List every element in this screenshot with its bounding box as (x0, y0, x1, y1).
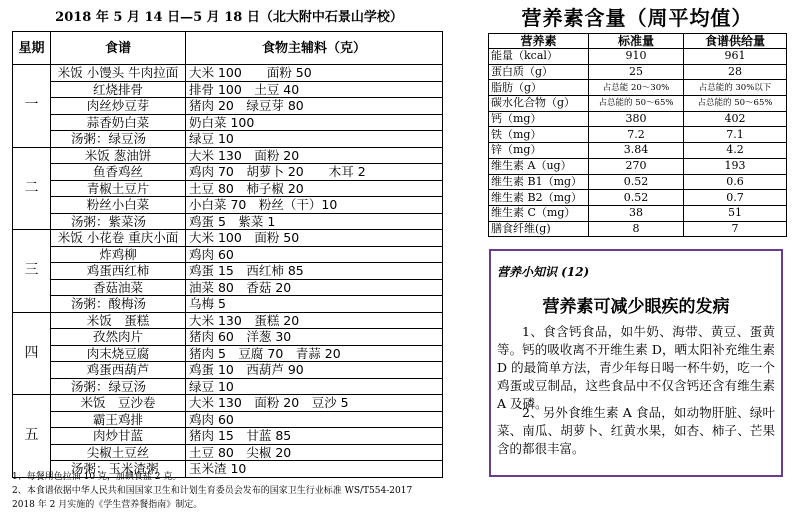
supply-value: 193 (684, 158, 787, 174)
nutrient-name: 锌（mg） (489, 143, 589, 159)
header-dish: 食谱 (51, 32, 186, 65)
ingredient-cell: 大米 130 蛋糕 20 (186, 312, 443, 329)
day-cell: 四 (13, 312, 51, 395)
dish-cell: 炸鸡柳 (51, 246, 186, 263)
menu-row (13, 197, 443, 214)
menu-row (13, 279, 443, 296)
ingredient-cell: 猪肉 15 甘蓝 85 (186, 428, 443, 445)
nutrition-row (489, 205, 787, 221)
supply-value: 961 (684, 49, 787, 65)
day-cell: 一 (13, 65, 51, 148)
ingredient-cell: 绿豆 10 (186, 131, 443, 148)
supply-value: 占总能的 30%以下 (684, 80, 787, 96)
tip-paragraph: 1、食含钙食品，如牛奶、海带、黄豆、蛋黄等。钙的吸收离不开维生素 D，晒太阳补充维生素 D 的最简单方法，青少年每日喝一杯牛奶，吃一个鸡蛋或豆制品，这些食品中不仅含钙还含有维生素 A 及磷。 (497, 324, 775, 411)
standard-value: 910 (589, 49, 684, 65)
ingredient-cell: 大米 100 面粉 50 (186, 65, 443, 82)
ingredient-cell: 玉米渣 10 (186, 461, 443, 478)
standard-value: 25 (589, 64, 684, 80)
nutrition-row (489, 49, 787, 65)
nutrition-row (489, 158, 787, 174)
nutrient-name: 维生素 B1（mg） (489, 174, 589, 190)
ingredient-cell: 猪肉 60 洋葱 30 (186, 329, 443, 346)
menu-row (13, 131, 443, 148)
nutrient-name: 脂肪（g） (489, 80, 589, 96)
dish-cell: 汤粥：绿豆汤 (51, 131, 186, 148)
standard-value: 占总能 20～30% (589, 80, 684, 96)
supply-value: 7 (684, 221, 787, 237)
menu-row (13, 246, 443, 263)
menu-row (13, 296, 443, 313)
dish-cell: 香菇油菜 (51, 279, 186, 296)
nutrition-row (489, 96, 787, 112)
dish-cell: 汤粥：绿豆汤 (51, 378, 186, 395)
day-cell: 五 (13, 395, 51, 478)
dish-cell: 肉丝炒豆芽 (51, 98, 186, 115)
supply-value: 402 (684, 111, 787, 127)
ingredient-cell: 鸡肉 70 胡萝卜 20 木耳 2 (186, 164, 443, 181)
dish-cell: 霸王鸡排 (51, 411, 186, 428)
menu-row (13, 147, 443, 164)
menu-title: 2018 年 5 月 14 日—5 月 18 日（北大附中石景山学校） (55, 10, 403, 25)
ingredient-cell: 猪肉 5 豆腐 70 青蒜 20 (186, 345, 443, 362)
ingredient-cell: 油菜 80 香菇 20 (186, 279, 443, 296)
menu-row (13, 180, 443, 197)
standard-value: 7.2 (589, 127, 684, 143)
dish-cell: 红烧排骨 (51, 81, 186, 98)
nutrition-row (489, 111, 787, 127)
menu-row (13, 411, 443, 428)
standard-value: 占总能的 50～65% (589, 96, 684, 112)
nutrition-title: 营养素含量（周平均值） (521, 6, 753, 30)
menu-row (13, 362, 443, 379)
dish-cell: 青椒土豆片 (51, 180, 186, 197)
day-cell: 二 (13, 147, 51, 230)
header-supply: 食谱供给量 (684, 34, 787, 49)
nutrition-row (489, 127, 787, 143)
nutrient-name: 蛋白质（g） (489, 64, 589, 80)
dish-cell: 汤粥：紫菜汤 (51, 213, 186, 230)
standard-value: 3.84 (589, 143, 684, 159)
ingredient-cell: 大米 130 面粉 20 豆沙 5 (186, 395, 443, 412)
menu-row (13, 312, 443, 329)
nutrient-name: 钙（mg） (489, 111, 589, 127)
day-cell: 三 (13, 230, 51, 313)
menu-row (13, 213, 443, 230)
ingredient-cell: 土豆 80 尖椒 20 (186, 444, 443, 461)
standard-value: 0.52 (589, 190, 684, 206)
nutrient-name: 维生素 A（ug） (489, 158, 589, 174)
menu-row (13, 98, 443, 115)
dish-cell: 米饭 蛋糕 (51, 312, 186, 329)
nutrient-name: 能量（kcal） (489, 49, 589, 65)
standard-value: 380 (589, 111, 684, 127)
dish-cell: 肉炒甘蓝 (51, 428, 186, 445)
ingredient-cell: 鸡蛋 10 西葫芦 90 (186, 362, 443, 379)
nutrition-row (489, 64, 787, 80)
ingredient-cell: 土豆 80 柿子椒 20 (186, 180, 443, 197)
dish-cell: 粉丝小白菜 (51, 197, 186, 214)
nutrition-table (488, 33, 787, 237)
dish-cell: 尖椒土豆丝 (51, 444, 186, 461)
menu-row (13, 345, 443, 362)
footnote: 2、本食谱依据中华人民共和国国家卫生和计划生育委员会发布的国家卫生行业标准 WS/T554-2017 (12, 486, 413, 496)
dish-cell: 鱼香鸡丝 (51, 164, 186, 181)
ingredient-cell: 鸡肉 60 (186, 411, 443, 428)
nutrition-header-row (489, 34, 787, 49)
nutrition-row (489, 174, 787, 190)
tip-heading: 营养素可减少眼疾的发病 (542, 297, 730, 317)
tip-label: 营养小知识 (12) (497, 265, 590, 279)
header-ingredients: 食物主辅料（克） (186, 32, 443, 65)
menu-row (13, 65, 443, 82)
ingredient-cell: 猪肉 20 绿豆芽 80 (186, 98, 443, 115)
nutrient-name: 维生素 C（mg） (489, 205, 589, 221)
menu-row (13, 395, 443, 412)
dish-cell: 米饭 豆沙卷 (51, 395, 186, 412)
dish-cell: 米饭 小馒头 牛肉拉面 (51, 65, 186, 82)
ingredient-cell: 大米 100 面粉 50 (186, 230, 443, 247)
standard-value: 0.52 (589, 174, 684, 190)
nutrient-name: 膳食纤维(g) (489, 221, 589, 237)
dish-cell: 鸡蛋西红柿 (51, 263, 186, 280)
footnote: 1、每餐用色拉油 10 克，加碘食盐 2 克。 (12, 472, 182, 482)
menu-header-row (13, 32, 443, 65)
dish-cell: 米饭 葱油饼 (51, 147, 186, 164)
dish-cell: 蒜香奶白菜 (51, 114, 186, 131)
standard-value: 270 (589, 158, 684, 174)
nutrition-body (489, 49, 787, 237)
dish-cell: 鸡蛋西葫芦 (51, 362, 186, 379)
dish-cell: 孜然肉片 (51, 329, 186, 346)
ingredient-cell: 鸡蛋 5 紫菜 1 (186, 213, 443, 230)
header-standard: 标准量 (589, 34, 684, 49)
dish-cell: 米饭 小花卷 重庆小面 (51, 230, 186, 247)
supply-value: 0.7 (684, 190, 787, 206)
menu-body (13, 65, 443, 478)
menu-row (13, 428, 443, 445)
nutrient-name: 铁（mg） (489, 127, 589, 143)
footnote: 2018 年 2 月实施的《学生营养餐指南》制定。 (12, 500, 203, 510)
supply-value: 占总能的 50～65% (684, 96, 787, 112)
dish-cell: 汤粥：玉米渣粥 (51, 461, 186, 478)
footnotes (12, 470, 452, 512)
menu-row (13, 230, 443, 247)
nutrient-name: 碳水化合物（g） (489, 96, 589, 112)
nutrition-row (489, 190, 787, 206)
ingredient-cell: 小白菜 70 粉丝（干）10 (186, 197, 443, 214)
supply-value: 4.2 (684, 143, 787, 159)
header-day: 星期 (13, 32, 51, 65)
supply-value: 7.1 (684, 127, 787, 143)
menu-row (13, 114, 443, 131)
menu-row (13, 444, 443, 461)
dish-cell: 汤粥：酸梅汤 (51, 296, 186, 313)
ingredient-cell: 奶白菜 100 (186, 114, 443, 131)
menu-row (13, 81, 443, 98)
tip-paragraph: 2、另外食维生素 A 食品，如动物肝脏、绿叶菜、南瓜、胡萝卜、红黄水果，如杏、柿子、芒果含的都很丰富。 (497, 405, 775, 456)
ingredient-cell: 大米 130 面粉 20 (186, 147, 443, 164)
menu-table (12, 31, 443, 478)
ingredient-cell: 绿豆 10 (186, 378, 443, 395)
header-nutrient: 营养素 (489, 34, 589, 49)
nutrition-row (489, 80, 787, 96)
ingredient-cell: 乌梅 5 (186, 296, 443, 313)
supply-value: 28 (684, 64, 787, 80)
nutrient-name: 维生素 B2（mg） (489, 190, 589, 206)
menu-row (13, 329, 443, 346)
nutrition-row (489, 143, 787, 159)
supply-value: 0.6 (684, 174, 787, 190)
standard-value: 8 (589, 221, 684, 237)
dish-cell: 肉末烧豆腐 (51, 345, 186, 362)
ingredient-cell: 鸡蛋 15 西红柿 85 (186, 263, 443, 280)
menu-row (13, 263, 443, 280)
menu-row (13, 164, 443, 181)
standard-value: 38 (589, 205, 684, 221)
ingredient-cell: 鸡肉 60 (186, 246, 443, 263)
ingredient-cell: 排骨 100 土豆 40 (186, 81, 443, 98)
supply-value: 51 (684, 205, 787, 221)
menu-row (13, 378, 443, 395)
nutrition-row (489, 221, 787, 237)
